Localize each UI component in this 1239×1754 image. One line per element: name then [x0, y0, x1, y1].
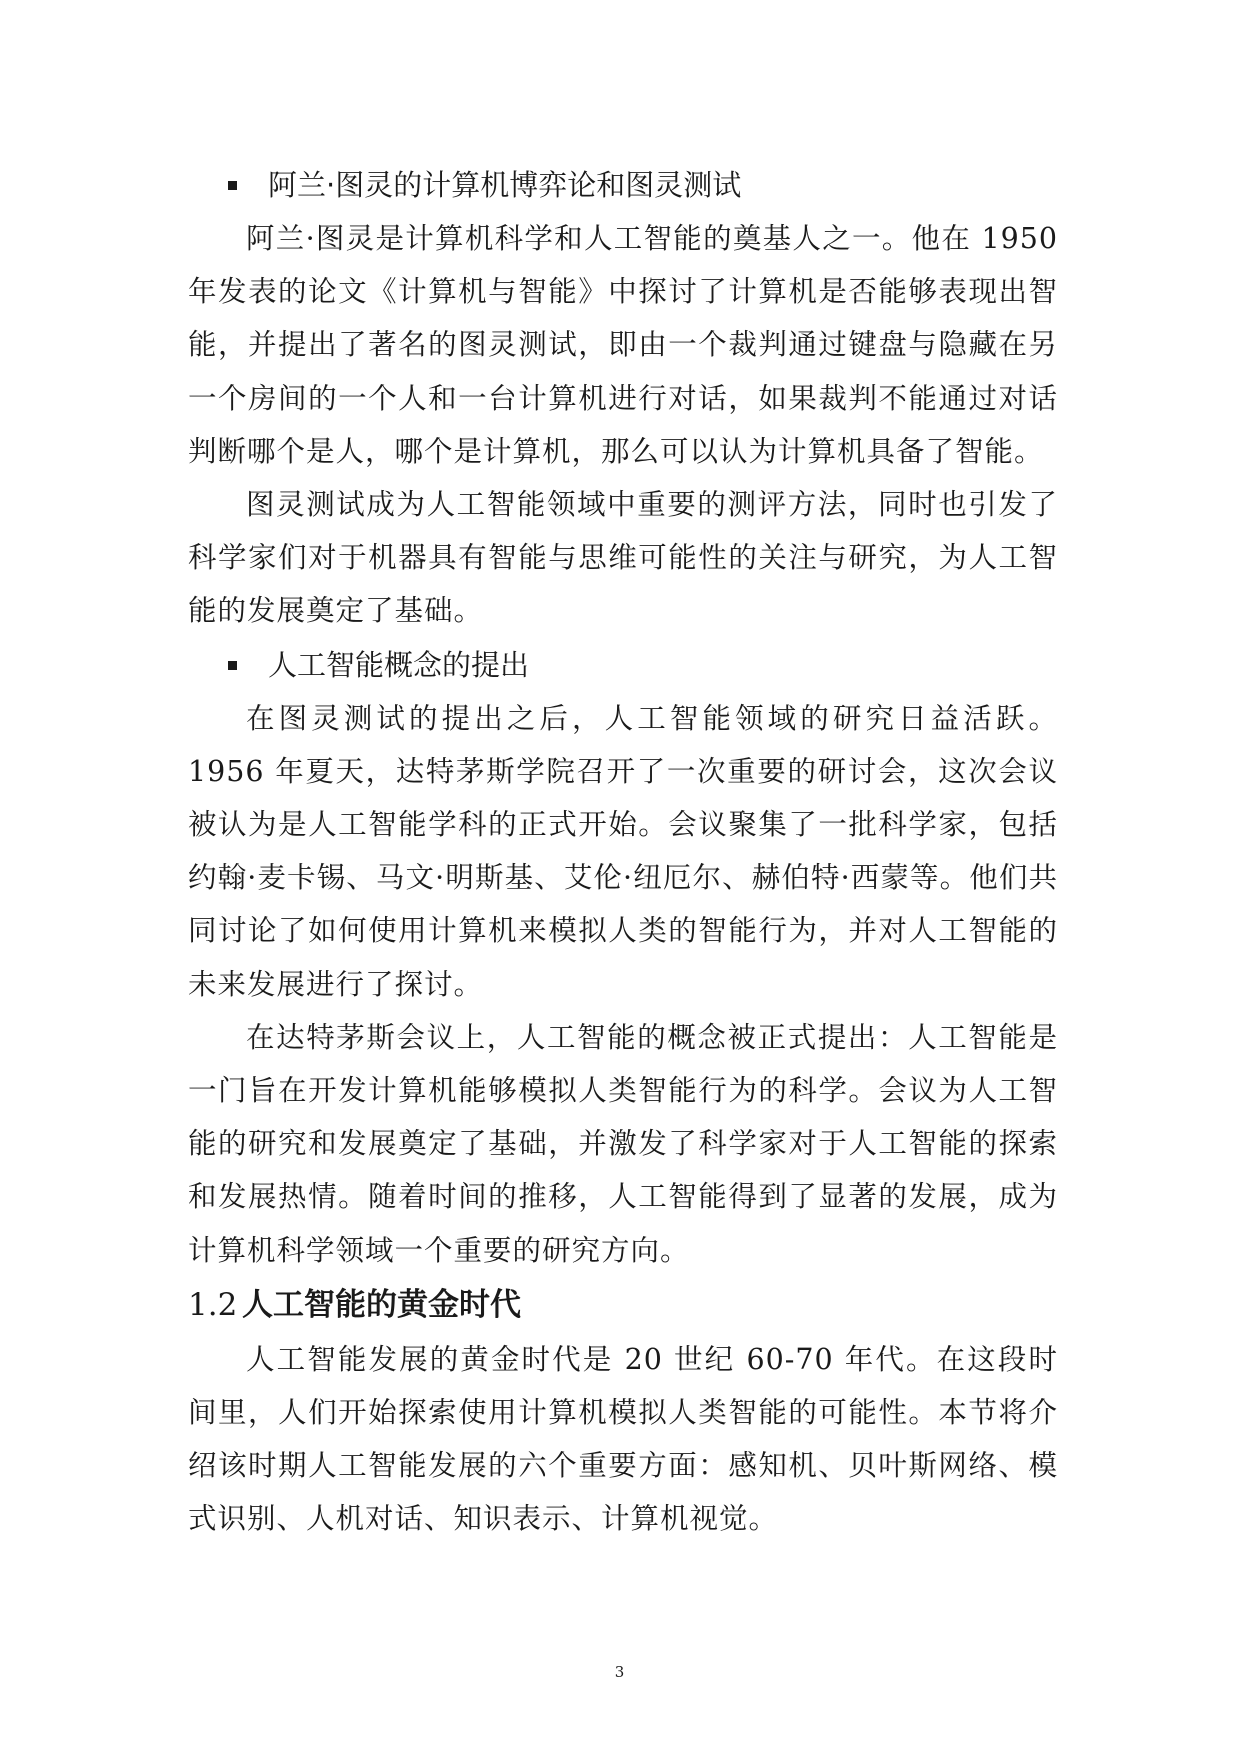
bullet-heading-text: 人工智能概念的提出 [268, 647, 530, 682]
section-title: 人工智能的黄金时代 [242, 1286, 521, 1323]
square-bullet-icon [228, 661, 237, 670]
paragraph-golden-age: 人工智能发展的黄金时代是 20 世纪 60-70 年代。在这段时间里，人们开始探索使用计算机模拟人类智能的可能性。本节将介绍该时期人工智能发展的六个重要方面：感知机、贝叶斯网络、模式识别、人机对话、知识表示、计算机视觉。 [188, 1342, 1058, 1536]
page-content [188, 158, 1058, 1546]
bullet-heading-text: 阿兰·图灵的计算机博弈论和图灵测试 [268, 168, 742, 202]
paragraph-dartmouth: 在图灵测试的提出之后，人工智能领域的研究日益活跃。1956 年夏天，达特茅斯学院召开了一次重要的研讨会，这次会议被认为是人工智能学科的正式开始。会议聚集了一批科学家，包括约翰·麦卡锡、马文·明斯基、艾伦·纽厄尔、赫伯特·西蒙等。他们共同讨论了如何使用计算机来模拟人类的智能行为，并对人工智能的未来发展进行了探讨。 [188, 701, 1058, 1001]
bullet-heading-turing [188, 158, 1058, 212]
paragraph-turing-impact: 图灵测试成为人工智能领域中重要的测评方法，同时也引发了科学家们对于机器具有智能与思维可能性的关注与研究，为人工智能的发展奠定了基础。 [188, 488, 1058, 628]
paragraph-ai-definition: 在达特茅斯会议上，人工智能的概念被正式提出：人工智能是一门旨在开发计算机能够模拟人类智能行为的科学。会议为人工智能的研究和发展奠定了基础，并激发了科学家对于人工智能的探索和发展热情。随着时间的推移，人工智能得到了显著的发展，成为计算机科学领域一个重要的研究方向。 [188, 1020, 1058, 1267]
page-number: 3 [614, 1663, 625, 1681]
section-number: 1.2 [188, 1286, 238, 1323]
bullet-heading-ai-concept [188, 638, 1058, 692]
section-heading [188, 1277, 1058, 1333]
paragraph-turing-intro: 阿兰·图灵是计算机科学和人工智能的奠基人之一。他在 1950 年发表的论文《计算机与智能》中探讨了计算机是否能够表现出智能，并提出了著名的图灵测试，即由一个裁判通过键盘与隐藏在另一个房间的一个人和一台计算机进行对话，如果裁判不能通过对话判断哪个是人，哪个是计算机，那么可以认为计算机具备了智能。 [188, 222, 1058, 468]
square-bullet-icon [228, 181, 237, 190]
